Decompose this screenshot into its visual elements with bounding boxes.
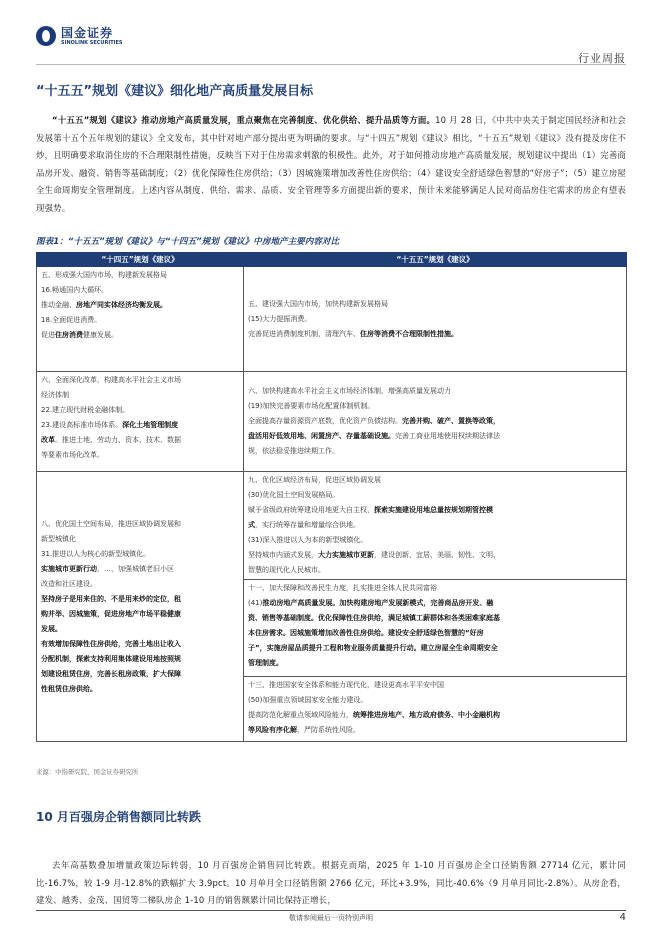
logo-name-en: SINOLINK SECURITIES xyxy=(61,39,123,46)
row2-left-cell xyxy=(37,372,244,472)
cell-text: 十一、加大保障和改善民生力度，扎实推进全体人民共同富裕 xyxy=(248,584,437,592)
cell-text: ，实行统筹存量和增量综合供地。 xyxy=(255,521,360,529)
table-cell-line xyxy=(41,607,239,622)
section-title-sales: 10 月百强房企销售额同比转跌 xyxy=(36,810,201,824)
cell-text: 改造和社区建设。 xyxy=(41,579,97,588)
emphasis-text: 资、销售等基础制度。优化保障性住房供给，满足城镇工薪群体和各类困难家庭基 xyxy=(248,614,500,622)
emphasis-text: 分配机制，探索支持利用集体建设用地按照规 xyxy=(41,654,181,663)
emphasis-text: 住房等消费不合理限制性措施。 xyxy=(360,329,458,338)
figure-caption: 图表1：“十五五”规划《建议》与“十四五”规划《建议》中房地产主要内容对比 xyxy=(36,237,340,247)
table-cell-line xyxy=(41,637,239,652)
table-cell-line xyxy=(248,429,622,444)
cell-text: (50)加强重点领域国家安全能力建设。 xyxy=(248,696,368,704)
table-cell-line xyxy=(41,682,239,697)
table-cell-line xyxy=(41,622,239,637)
page-header xyxy=(0,0,662,65)
table-cell-line xyxy=(248,693,622,708)
row3-right-cell-c xyxy=(244,677,627,742)
sinolink-logo xyxy=(36,26,123,46)
row3-right-cell-b xyxy=(244,580,627,677)
cell-text: 23.建设高标准市场体系。 xyxy=(41,421,123,429)
emphasis-text: 发展。 xyxy=(41,624,62,633)
table-cell-line xyxy=(41,448,239,463)
cell-text: 六、加快构建高水平社会主义市场经济体制，增强高质量发展动力 xyxy=(248,387,451,395)
intro-lead: “十五五”规划《建议》推动房地产高质量发展，重点聚焦在完善制度、优化供给、提升品质等方面。 xyxy=(52,115,436,125)
cell-text: (41) xyxy=(248,599,263,607)
cell-text: 全面提高存量资源资产底数，优化资产负债结构。 xyxy=(248,417,402,425)
cell-text: 赋予省级政府统筹建设用地更大自主权， xyxy=(248,506,374,514)
cell-text: 智慧的现代化人民城市。 xyxy=(248,566,325,574)
cell-text: 八、优化国土空间布局，推进区域协调发展和 xyxy=(41,519,181,528)
sales-paragraph: 去年高基数叠加增量政策边际转弱，10 月百强房企销售同比转跌。根据克而瑞，2025 年 1-10 月百强房企全口径销售额 27714 亿元，累计同比-16.7%，较 1-9 月-12.8%的跌幅扩大 3.9pct。10 月单月全口径销售额 2766 亿元，环比+3.9%，同比-40.6%（9 月单月同比-2.8%）。从房企看，建发、越秀、金茂、国贸等二梯队房企 1-10 月的销售额累计同比保持正增长， xyxy=(36,860,626,905)
cell-text: (15)大力提振消费。 xyxy=(248,314,312,323)
cell-text: 六、全面深化改革，构建高水平社会主义市场 xyxy=(41,376,181,384)
cell-text: (19)加快完善要素市场化配置体制机制。 xyxy=(248,402,375,410)
logo-name-cn: 国金证券 xyxy=(61,25,114,40)
col-header-15th: “十五五”规划《建议》 xyxy=(244,253,627,267)
figure-source: 来源：中指研究院，国金证券研究所 xyxy=(36,768,139,776)
cell-text: 九、优化区域经济布局，促进区域协调发展 xyxy=(248,476,381,484)
table-cell-line xyxy=(248,533,622,548)
cell-text: 规，依法稳妥推进续期工作。 xyxy=(248,447,339,455)
emphasis-text: 性租赁住房供给。 xyxy=(41,684,97,693)
table-cell-line xyxy=(248,626,622,641)
intro-paragraph xyxy=(36,112,626,217)
table-cell-line xyxy=(248,563,622,578)
cell-text: 31.推进以人为核心的新型城镇化。 xyxy=(41,549,151,558)
table-cell-line xyxy=(248,473,622,488)
table-cell-line xyxy=(248,384,622,399)
intro-body: 10 月 28 日，《中共中央关于制定国民经济和社会发展第十五个五年规划的建议》全文发布，其中针对地产部分提出更为明确的要求。与“十四五”规划《建议》相比，“十五五”规划《建议》没有提及房住不炒，且明确要求取消住房的不合理限制性措施，反映当下对于住房需求刺激的积极性。此外，对于如何推动房地产高质量发展，规划建议中提出（1）完善商品房开发、融资、销售等基础制度；（2）优化保障性住房供给；（3）因城施策增加改善性住房供给；（4）建设安全舒适绿色智慧的“好房子”；（5）建立房屋全生命周期安全管理制度。上述内容从制度、供给、需求、品质、安全管理等多方面提出新的要求，预计未来能够满足人民对商品房住宅需求的房企有望表现强势。 xyxy=(36,115,626,213)
cell-text: ，…，加强城镇老旧小区 xyxy=(97,564,174,573)
row1-right-cell xyxy=(244,267,627,372)
table-cell-line xyxy=(41,667,239,682)
emphasis-text: 实施城市更新行动 xyxy=(41,564,97,573)
table-cell-line xyxy=(248,708,622,723)
table-cell-line xyxy=(41,532,239,547)
table-cell-line xyxy=(248,548,622,563)
cell-text: 。推进土地、劳动力、资本、技术、数据 xyxy=(55,436,181,444)
emphasis-text: 划建设租赁住房，完善长租房政策，扩大保障 xyxy=(41,669,181,678)
section-title-plan: “十五五”规划《建议》细化地产高质量发展目标 xyxy=(36,84,314,99)
row2-right-cell xyxy=(244,372,627,472)
cell-text: 22.建立现代财税金融体制。 xyxy=(41,406,130,414)
emphasis-text: 子”，实施房屋品质提升工程和物业服务质量提升行动。建立房屋全生命周期安全 xyxy=(248,644,498,652)
cell-text: 16.畅通国内大循环。 xyxy=(41,286,109,294)
table-cell-line xyxy=(248,611,622,626)
table-cell-line xyxy=(248,723,622,738)
emphasis-text: 盘活用好低效用地、闲置房产、存量基础设施。 xyxy=(248,432,395,440)
header-divider xyxy=(36,64,626,65)
emphasis-text: 改革 xyxy=(41,436,55,444)
row1-left-cell xyxy=(37,267,244,372)
table-cell-line xyxy=(248,399,622,414)
cell-text: 完善工商业用地使用权续期法律法 xyxy=(395,432,500,440)
cell-text: ，建设创新、宜居、美丽、韧性、文明、 xyxy=(374,551,500,559)
cell-text: (31)深入推进以人为本的新型城镇化。 xyxy=(248,536,368,544)
table-cell-line xyxy=(248,596,622,611)
cell-text: 新型城镇化 xyxy=(41,534,76,543)
table-cell-line xyxy=(41,592,239,607)
table-cell-line xyxy=(248,297,622,312)
emphasis-text: 深化土地管理制度 xyxy=(122,421,179,429)
emphasis-text: 探索实施建设用地总量按规划期管控模 xyxy=(374,506,493,514)
table-cell-line xyxy=(248,327,622,342)
cell-text: 推动金融、 xyxy=(41,301,76,309)
cell-text: 五、形成强大国内市场，构建新发展格局 xyxy=(41,271,167,279)
table-cell-line xyxy=(248,656,622,671)
cell-text: 18.全面促进消费。 xyxy=(41,316,102,324)
row3-left-cell xyxy=(37,472,244,742)
table-cell-line xyxy=(41,403,239,418)
cell-text: 十三、推进国家安全体系和能力现代化，建设更高水平平安中国 xyxy=(248,681,444,689)
emphasis-text: 等风险有序化解 xyxy=(248,726,297,734)
table-cell-line xyxy=(248,488,622,503)
cell-text: 经济体制 xyxy=(41,391,69,399)
cell-text: ，严防系统性风险。 xyxy=(297,726,360,734)
emphasis-text: 式 xyxy=(248,521,255,529)
cell-text: 完善促进消费制度机制，清理汽车、 xyxy=(248,329,360,338)
table-row xyxy=(37,267,627,372)
table-cell-line xyxy=(41,373,239,388)
emphasis-text: 完善并购、破产、置换等政策， xyxy=(402,417,500,425)
table-cell-line xyxy=(41,418,239,433)
footer-divider xyxy=(36,910,626,911)
row3-right-cell-a xyxy=(244,472,627,580)
emphasis-text: 本住房需求。因城施策增加改善性住房供给。建设安全舒适绿色智慧的“好房 xyxy=(248,629,484,637)
table-cell-line xyxy=(41,388,239,403)
emphasis-text: 管理制度。 xyxy=(248,659,283,667)
report-type-label: 行业周报 xyxy=(578,52,626,65)
table-header-row xyxy=(37,253,627,267)
table-cell-line xyxy=(41,577,239,592)
table-cell-line xyxy=(248,678,622,693)
table-cell-line xyxy=(41,517,239,532)
logo-icon xyxy=(36,26,56,46)
table-cell-line xyxy=(248,503,622,518)
emphasis-text: 购并举、因城施策，促进房地产市场平稳健康 xyxy=(41,609,181,618)
emphasis-text: 大力实施城市更新 xyxy=(318,551,374,559)
cell-text: 五、建设强大国内市场，加快构建新发展格局 xyxy=(248,299,388,308)
table-cell-line xyxy=(41,298,239,313)
cell-text: (30)优化国土空间发展格局。 xyxy=(248,491,340,499)
emphasis-text: 有效增加保障性住房供给，完善土地出让收入 xyxy=(41,639,181,648)
table-cell-line xyxy=(248,312,622,327)
cell-text: 健康发展。 xyxy=(83,331,118,339)
table-cell-line xyxy=(248,518,622,533)
col-header-14th: “十四五”规划《建议》 xyxy=(37,253,244,267)
emphasis-text: 推动房地产高质量发展。加快构建房地产发展新模式，完善商品房开发、融 xyxy=(262,599,494,607)
emphasis-text: 坚持房子是用来住的、不是用来炒的定位，租 xyxy=(41,594,181,603)
table-cell-line xyxy=(41,283,239,298)
table-row xyxy=(37,372,627,472)
table-cell-line xyxy=(41,328,239,343)
table-cell-line xyxy=(248,581,622,596)
table-cell-line xyxy=(41,562,239,577)
table-cell-line xyxy=(248,414,622,429)
cell-text: 坚持城市内涵式发展， xyxy=(248,551,318,559)
comparison-table xyxy=(36,252,627,742)
table-cell-line xyxy=(248,641,622,656)
cell-text: 促进 xyxy=(41,331,55,339)
emphasis-text: 房地产同实体经济均衡发展。 xyxy=(76,301,167,309)
table-cell-line xyxy=(41,268,239,283)
disclaimer-note: 敬请参阅最后一页特别声明 xyxy=(289,914,373,922)
emphasis-text: 住房消费 xyxy=(55,331,83,339)
cell-text: 提高防范化解重点领域风险能力， xyxy=(248,711,353,719)
cell-text: 等要素市场化改革。 xyxy=(41,451,104,459)
table-cell-line xyxy=(41,652,239,667)
table-cell-line xyxy=(41,433,239,448)
table-cell-line xyxy=(41,547,239,562)
table-cell-line xyxy=(41,313,239,328)
page-number: 4 xyxy=(619,912,626,923)
table-cell-line xyxy=(248,444,622,459)
table-row xyxy=(37,472,627,580)
emphasis-text: 统筹推进房地产、地方政府债务、中小金融机构 xyxy=(353,711,500,719)
